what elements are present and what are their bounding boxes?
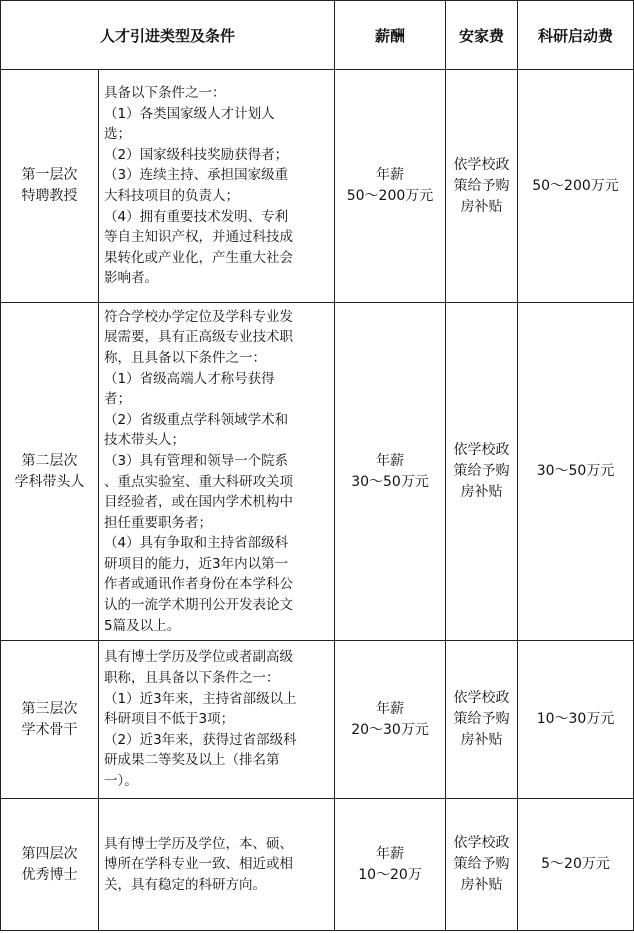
condition-line: （3）连续主持、承担国家级重 <box>104 167 289 184</box>
condition-line: 一）。 <box>104 772 138 789</box>
conditions-cell <box>99 799 335 931</box>
salary-text: 年薪 <box>376 845 405 862</box>
condition-line: 展需要，具有正高级专业技术职 <box>104 329 293 346</box>
housing-text: 房补贴 <box>460 732 503 748</box>
conditions-cell <box>99 70 335 303</box>
housing-text: 依学校政 <box>453 835 510 851</box>
condition-line: （4）具有争取和主持省部级科 <box>104 535 289 552</box>
level-text: 第三层次 <box>21 700 78 717</box>
funding-cell: 50～200万元 <box>518 70 634 303</box>
housing-cell <box>446 641 518 799</box>
housing-cell <box>446 799 518 931</box>
condition-line: 果转化或产业化，产生重大社会 <box>104 249 293 266</box>
condition-line: 认的一流学术期刊公开发表论文 <box>104 597 293 614</box>
level-text: 学术骨干 <box>21 721 78 738</box>
condition-line: （1）近3年来，主持省部级以上 <box>104 690 297 707</box>
salary-text: 20～30万元 <box>351 721 429 738</box>
conditions-cell <box>99 303 335 641</box>
table-row <box>1 799 634 931</box>
condition-line: 技术带头人； <box>104 432 185 449</box>
header-salary: 薪酬 <box>335 1 446 70</box>
level-text: 第二层次 <box>21 452 78 469</box>
level-text: 优秀博士 <box>21 866 78 883</box>
condition-line: 选； <box>104 126 131 143</box>
housing-text: 策给予购 <box>453 177 510 194</box>
housing-text: 房补贴 <box>460 484 503 500</box>
condition-line: （2）国家级科技奖励获得者； <box>104 146 289 163</box>
level-cell <box>1 303 99 641</box>
level-text: 学科带头人 <box>14 473 85 490</box>
condition-line: 具有博士学历及学位或者副高级 <box>104 649 293 666</box>
housing-text: 策给予购 <box>453 711 510 727</box>
salary-cell <box>335 641 446 799</box>
condition-line: 具备以下条件之一： <box>104 85 226 102</box>
housing-text: 房补贴 <box>460 198 503 215</box>
salary-cell <box>335 303 446 641</box>
housing-text: 策给予购 <box>453 856 510 872</box>
table-row <box>1 70 634 303</box>
condition-line: 目经验者，或在国内学术机构中 <box>104 494 293 511</box>
table-row <box>1 303 634 641</box>
salary-text: 年薪 <box>376 452 405 469</box>
condition-line: 科研项目不低于3项； <box>104 711 235 728</box>
condition-line: 关，具有稳定的科研方向。 <box>104 876 266 893</box>
header-housing: 安家费 <box>446 1 518 70</box>
level-text: 第一层次 <box>21 167 78 183</box>
header-row <box>1 1 634 70</box>
condition-line: 影响者。 <box>104 270 158 287</box>
table-row <box>1 641 634 799</box>
condition-line: 5篇及以上。 <box>104 617 181 634</box>
level-cell <box>1 70 99 303</box>
condition-line: 、重点实验室、重大科研攻关项 <box>104 473 293 490</box>
condition-line: 符合学校办学定位及学科专业发 <box>104 308 293 325</box>
housing-text: 依学校政 <box>453 156 510 173</box>
level-text: 第四层次 <box>21 845 78 862</box>
condition-line: 者； <box>104 391 131 408</box>
condition-line: （2）近3年来，获得过省部级科 <box>104 731 297 748</box>
condition-line: 等自主知识产权，并通过科技成 <box>104 229 293 246</box>
condition-line: 职称，且具备以下条件之一： <box>104 670 280 687</box>
housing-cell <box>446 303 518 641</box>
condition-line: （2）省级重点学科领域学术和 <box>104 411 289 428</box>
condition-line: 博所在学科专业一致、相近或相 <box>104 856 293 873</box>
condition-line: 研成果二等奖及以上（排名第 <box>104 752 280 769</box>
header-funding: 科研启动费 <box>518 1 634 70</box>
condition-line: 具有博士学历及学位，本、硕、 <box>104 835 293 852</box>
housing-text: 依学校政 <box>453 442 510 458</box>
salary-text: 50～200万元 <box>346 188 434 204</box>
level-text: 特聘教授 <box>21 188 78 204</box>
condition-line: 称，且具备以下条件之一： <box>104 349 266 366</box>
condition-line: 大科技项目的负责人； <box>104 188 239 204</box>
salary-text: 30～50万元 <box>351 473 429 490</box>
salary-text: 10～20万 <box>358 866 422 883</box>
conditions-cell <box>99 641 335 799</box>
condition-line: （3）具有管理和领导一个院系 <box>104 452 289 469</box>
level-cell <box>1 799 99 931</box>
condition-line: 研项目的能力，近3年内以第一 <box>104 555 289 572</box>
condition-line: 作者或通讯作者身份在本学科公 <box>104 576 293 593</box>
housing-text: 房补贴 <box>460 877 503 893</box>
housing-text: 策给予购 <box>453 463 510 479</box>
condition-line: （1）省级高端人才称号获得 <box>104 370 275 387</box>
header-type: 人才引进类型及条件 <box>1 1 335 70</box>
funding-cell: 30～50万元 <box>518 303 634 641</box>
level-cell <box>1 641 99 799</box>
condition-line: 担任重要职务者； <box>104 514 212 531</box>
housing-text: 依学校政 <box>453 690 510 706</box>
salary-cell <box>335 799 446 931</box>
condition-line: （1）各类国家级人才计划人 <box>104 105 275 122</box>
funding-cell: 5～20万元 <box>518 799 634 931</box>
housing-cell <box>446 70 518 303</box>
funding-cell: 10～30万元 <box>518 641 634 799</box>
salary-text: 年薪 <box>376 700 405 717</box>
salary-cell <box>335 70 446 303</box>
salary-text: 年薪 <box>376 167 405 183</box>
condition-line: （4）拥有重要技术发明、专利 <box>104 208 289 225</box>
